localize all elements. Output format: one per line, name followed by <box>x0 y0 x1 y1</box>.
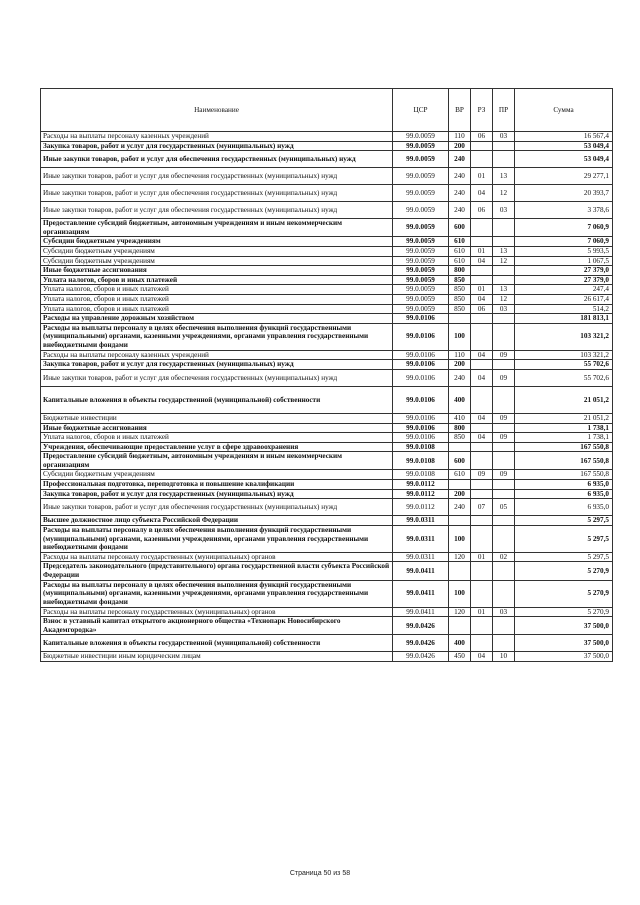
row-name: Субсидии бюджетным учреждениям <box>41 246 393 256</box>
row-vr: 240 <box>449 151 471 168</box>
row-sum: 55 702,6 <box>515 360 613 370</box>
row-sum: 1 067,5 <box>515 256 613 266</box>
row-csr: 99.0.0108 <box>393 470 449 480</box>
row-name: Иные бюджетные ассигнования <box>41 423 393 433</box>
table-row <box>41 607 613 617</box>
row-sum: 5 270,9 <box>515 562 613 580</box>
row-csr: 99.0.0106 <box>393 413 449 423</box>
row-csr: 99.0.0106 <box>393 433 449 443</box>
table-row <box>41 219 613 237</box>
row-pr: 03 <box>493 304 515 314</box>
row-rz: 04 <box>471 369 493 386</box>
row-pr: 09 <box>493 369 515 386</box>
row-rz <box>471 489 493 499</box>
row-sum: 37 500,0 <box>515 652 613 662</box>
row-rz: 04 <box>471 350 493 360</box>
header-rz: РЗ <box>471 89 493 132</box>
row-name: Субсидии бюджетным учреждениям <box>41 237 393 247</box>
row-vr: 850 <box>449 294 471 304</box>
table-row <box>41 423 613 433</box>
row-csr: 99.0.0106 <box>393 386 449 413</box>
row-vr: 240 <box>449 369 471 386</box>
row-pr <box>493 480 515 490</box>
row-vr <box>449 516 471 526</box>
row-pr <box>493 452 515 470</box>
header-name: Наименование <box>41 89 393 132</box>
row-csr: 99.0.0106 <box>393 369 449 386</box>
row-name: Иные закупки товаров, работ и услуг для обеспечения государственных (муниципальных) нужд <box>41 202 393 219</box>
row-csr: 99.0.0059 <box>393 246 449 256</box>
row-name: Расходы на выплаты персоналу государственных (муниципальных) органов <box>41 607 393 617</box>
row-sum: 7 060,9 <box>515 237 613 247</box>
row-rz <box>471 275 493 285</box>
row-csr: 99.0.0112 <box>393 480 449 490</box>
row-csr: 99.0.0059 <box>393 132 449 142</box>
row-vr: 110 <box>449 350 471 360</box>
row-pr <box>493 237 515 247</box>
row-pr <box>493 423 515 433</box>
row-name: Иные закупки товаров, работ и услуг для обеспечения государственных (муниципальных) нужд <box>41 369 393 386</box>
row-name: Взнос в уставный капитал открытого акционерного общества «Технопарк Новосибирского Академгородка» <box>41 617 393 635</box>
row-name: Профессиональная подготовка, переподготовка и повышение квалификации <box>41 480 393 490</box>
table-row <box>41 256 613 266</box>
row-csr: 99.0.0059 <box>393 185 449 202</box>
row-rz <box>471 151 493 168</box>
row-sum: 1 738,1 <box>515 423 613 433</box>
row-pr: 03 <box>493 132 515 142</box>
row-sum: 6 935,0 <box>515 480 613 490</box>
row-name: Иные закупки товаров, работ и услуг для обеспечения государственных (муниципальных) нужд <box>41 185 393 202</box>
row-sum: 1 738,1 <box>515 433 613 443</box>
row-pr <box>493 219 515 237</box>
row-csr: 99.0.0411 <box>393 607 449 617</box>
table-row <box>41 168 613 185</box>
row-vr <box>449 480 471 490</box>
row-csr: 99.0.0426 <box>393 617 449 635</box>
row-rz: 04 <box>471 185 493 202</box>
table-body <box>41 132 613 662</box>
row-vr: 610 <box>449 237 471 247</box>
row-name: Уплата налогов, сборов и иных платежей <box>41 304 393 314</box>
table-row <box>41 202 613 219</box>
row-vr: 800 <box>449 266 471 276</box>
table-header <box>41 89 613 132</box>
row-sum: 167 550,8 <box>515 442 613 452</box>
row-pr: 12 <box>493 294 515 304</box>
row-pr: 03 <box>493 202 515 219</box>
row-sum: 5 270,9 <box>515 607 613 617</box>
row-sum: 3 378,6 <box>515 202 613 219</box>
row-name: Уплата налогов, сборов и иных платежей <box>41 433 393 443</box>
row-rz: 04 <box>471 256 493 266</box>
row-name: Расходы на выплаты персоналу государственных (муниципальных) органов <box>41 552 393 562</box>
row-pr: 12 <box>493 185 515 202</box>
row-pr <box>493 386 515 413</box>
row-csr: 99.0.0426 <box>393 652 449 662</box>
row-vr: 100 <box>449 323 471 350</box>
table-row <box>41 151 613 168</box>
table-row <box>41 562 613 580</box>
table-row <box>41 237 613 247</box>
row-name: Иные бюджетные ассигнования <box>41 266 393 276</box>
row-vr: 100 <box>449 580 471 607</box>
row-rz <box>471 580 493 607</box>
header-sum: Сумма <box>515 89 613 132</box>
row-vr: 120 <box>449 607 471 617</box>
row-sum: 21 051,2 <box>515 413 613 423</box>
row-csr: 99.0.0059 <box>393 256 449 266</box>
row-name: Бюджетные инвестиции <box>41 413 393 423</box>
table-row <box>41 314 613 324</box>
row-rz: 04 <box>471 652 493 662</box>
row-csr: 99.0.0311 <box>393 552 449 562</box>
row-csr: 99.0.0311 <box>393 525 449 552</box>
row-sum: 16 567,4 <box>515 132 613 142</box>
row-name: Капитальные вложения в объекты государственной (муниципальной) собственности <box>41 635 393 652</box>
row-sum: 167 550,8 <box>515 470 613 480</box>
row-name: Высшее должностное лицо субъекта Российской Федерации <box>41 516 393 526</box>
row-vr: 200 <box>449 489 471 499</box>
row-vr <box>449 617 471 635</box>
row-vr: 200 <box>449 141 471 151</box>
row-rz: 04 <box>471 294 493 304</box>
table-row <box>41 132 613 142</box>
row-name: Расходы на выплаты персоналу в целях обеспечения выполнения функций государственными (муниципальными) органами, казенными учреждениями, органами управления государственными внебюджетными фондами <box>41 323 393 350</box>
row-name: Расходы на выплаты персоналу казенных учреждений <box>41 350 393 360</box>
row-sum: 5 297,5 <box>515 552 613 562</box>
row-name: Закупка товаров, работ и услуг для государственных (муниципальных) нужд <box>41 489 393 499</box>
row-rz: 04 <box>471 433 493 443</box>
row-sum: 27 379,0 <box>515 275 613 285</box>
row-rz <box>471 452 493 470</box>
table-row <box>41 525 613 552</box>
row-sum: 37 500,0 <box>515 617 613 635</box>
row-vr: 240 <box>449 168 471 185</box>
row-sum: 103 321,2 <box>515 323 613 350</box>
table-row <box>41 442 613 452</box>
row-sum: 247,4 <box>515 285 613 295</box>
row-csr: 99.0.0106 <box>393 423 449 433</box>
row-pr: 05 <box>493 499 515 516</box>
row-csr: 99.0.0106 <box>393 350 449 360</box>
row-pr <box>493 489 515 499</box>
row-pr: 03 <box>493 607 515 617</box>
row-sum: 167 550,8 <box>515 452 613 470</box>
row-vr: 610 <box>449 470 471 480</box>
table-row <box>41 635 613 652</box>
row-name: Субсидии бюджетным учреждениям <box>41 470 393 480</box>
row-csr: 99.0.0059 <box>393 219 449 237</box>
row-rz <box>471 323 493 350</box>
table-row <box>41 323 613 350</box>
row-csr: 99.0.0059 <box>393 202 449 219</box>
row-pr <box>493 516 515 526</box>
table-row <box>41 141 613 151</box>
row-rz: 06 <box>471 132 493 142</box>
row-name: Уплата налогов, сборов и иных платежей <box>41 294 393 304</box>
row-csr: 99.0.0059 <box>393 275 449 285</box>
table-row <box>41 470 613 480</box>
row-csr: 99.0.0112 <box>393 499 449 516</box>
row-sum: 55 702,6 <box>515 369 613 386</box>
row-vr: 850 <box>449 275 471 285</box>
row-vr: 400 <box>449 635 471 652</box>
table-row <box>41 489 613 499</box>
row-rz <box>471 423 493 433</box>
row-name: Иные закупки товаров, работ и услуг для обеспечения государственных (муниципальных) нужд <box>41 168 393 185</box>
row-sum: 26 617,4 <box>515 294 613 304</box>
row-csr: 99.0.0106 <box>393 314 449 324</box>
row-rz: 01 <box>471 552 493 562</box>
row-csr: 99.0.0059 <box>393 168 449 185</box>
row-name: Бюджетные инвестиции иным юридическим лицам <box>41 652 393 662</box>
row-name: Расходы на выплаты персоналу в целях обеспечения выполнения функций государственными (муниципальными) органами, казенными учреждениями, органами управления государственными внебюджетными фондами <box>41 525 393 552</box>
table-row <box>41 413 613 423</box>
row-pr: 13 <box>493 285 515 295</box>
table-row <box>41 369 613 386</box>
table-row <box>41 294 613 304</box>
row-sum: 103 321,2 <box>515 350 613 360</box>
row-rz: 01 <box>471 285 493 295</box>
row-rz <box>471 617 493 635</box>
row-csr: 99.0.0106 <box>393 323 449 350</box>
row-sum: 7 060,9 <box>515 219 613 237</box>
row-rz <box>471 480 493 490</box>
table-row <box>41 580 613 607</box>
row-name: Расходы на выплаты персоналу в целях обеспечения выполнения функций государственными (муниципальными) органами, казенными учреждениями, органами управления государственными внебюджетными фондами <box>41 580 393 607</box>
row-pr: 12 <box>493 256 515 266</box>
row-vr: 600 <box>449 452 471 470</box>
row-vr <box>449 314 471 324</box>
row-csr: 99.0.0059 <box>393 294 449 304</box>
row-vr: 240 <box>449 185 471 202</box>
row-pr: 09 <box>493 413 515 423</box>
row-csr: 99.0.0411 <box>393 562 449 580</box>
row-csr: 99.0.0108 <box>393 452 449 470</box>
row-sum: 27 379,0 <box>515 266 613 276</box>
header-vr: ВР <box>449 89 471 132</box>
row-pr <box>493 562 515 580</box>
row-sum: 5 297,5 <box>515 525 613 552</box>
row-sum: 37 500,0 <box>515 635 613 652</box>
row-vr: 410 <box>449 413 471 423</box>
row-sum: 21 051,2 <box>515 386 613 413</box>
row-vr: 100 <box>449 525 471 552</box>
table-row <box>41 516 613 526</box>
row-rz <box>471 635 493 652</box>
row-pr <box>493 525 515 552</box>
row-csr: 99.0.0059 <box>393 266 449 276</box>
table-row <box>41 452 613 470</box>
row-rz: 01 <box>471 607 493 617</box>
row-vr: 610 <box>449 256 471 266</box>
table-row <box>41 360 613 370</box>
table-row <box>41 275 613 285</box>
row-rz: 01 <box>471 246 493 256</box>
row-rz <box>471 386 493 413</box>
row-rz <box>471 237 493 247</box>
row-name: Учреждения, обеспечивающие предоставление услуг в сфере здравоохранения <box>41 442 393 452</box>
row-csr: 99.0.0112 <box>393 489 449 499</box>
row-sum: 6 935,0 <box>515 499 613 516</box>
table-row <box>41 480 613 490</box>
row-vr: 610 <box>449 246 471 256</box>
row-rz: 09 <box>471 470 493 480</box>
row-vr: 200 <box>449 360 471 370</box>
row-vr: 240 <box>449 202 471 219</box>
row-csr: 99.0.0108 <box>393 442 449 452</box>
row-pr <box>493 151 515 168</box>
row-rz: 04 <box>471 413 493 423</box>
table-row <box>41 285 613 295</box>
row-rz <box>471 314 493 324</box>
row-name: Капитальные вложения в объекты государственной (муниципальной) собственности <box>41 386 393 413</box>
table-row <box>41 652 613 662</box>
row-sum: 514,2 <box>515 304 613 314</box>
row-pr <box>493 323 515 350</box>
row-pr <box>493 360 515 370</box>
row-csr: 99.0.0059 <box>393 237 449 247</box>
row-csr: 99.0.0426 <box>393 635 449 652</box>
row-vr: 400 <box>449 386 471 413</box>
row-sum: 53 049,4 <box>515 141 613 151</box>
row-vr: 600 <box>449 219 471 237</box>
row-rz: 07 <box>471 499 493 516</box>
row-vr <box>449 442 471 452</box>
row-sum: 5 993,5 <box>515 246 613 256</box>
row-name: Закупка товаров, работ и услуг для государственных (муниципальных) нужд <box>41 141 393 151</box>
row-name: Уплата налогов, сборов и иных платежей <box>41 285 393 295</box>
row-vr: 800 <box>449 423 471 433</box>
row-pr: 09 <box>493 350 515 360</box>
row-csr: 99.0.0059 <box>393 141 449 151</box>
row-sum: 6 935,0 <box>515 489 613 499</box>
table-row <box>41 185 613 202</box>
header-csr: ЦСР <box>393 89 449 132</box>
row-pr: 10 <box>493 652 515 662</box>
row-name: Субсидии бюджетным учреждениям <box>41 256 393 266</box>
row-csr: 99.0.0059 <box>393 285 449 295</box>
table-row <box>41 617 613 635</box>
row-csr: 99.0.0311 <box>393 516 449 526</box>
row-vr: 850 <box>449 285 471 295</box>
row-rz <box>471 525 493 552</box>
table-row <box>41 499 613 516</box>
row-pr: 09 <box>493 433 515 443</box>
row-sum: 5 297,5 <box>515 516 613 526</box>
row-pr: 09 <box>493 470 515 480</box>
table-row <box>41 266 613 276</box>
row-rz <box>471 360 493 370</box>
row-pr <box>493 442 515 452</box>
row-csr: 99.0.0059 <box>393 151 449 168</box>
row-sum: 20 393,7 <box>515 185 613 202</box>
row-pr <box>493 141 515 151</box>
row-name: Предоставление субсидий бюджетным, автономным учреждениям и иным некоммерческим организациям <box>41 219 393 237</box>
row-name: Иные закупки товаров, работ и услуг для обеспечения государственных (муниципальных) нужд <box>41 499 393 516</box>
row-pr <box>493 275 515 285</box>
row-vr: 120 <box>449 552 471 562</box>
row-sum: 53 049,4 <box>515 151 613 168</box>
row-pr: 13 <box>493 246 515 256</box>
row-vr <box>449 562 471 580</box>
table-row <box>41 246 613 256</box>
budget-table <box>40 88 613 662</box>
row-rz: 01 <box>471 168 493 185</box>
row-vr: 110 <box>449 132 471 142</box>
row-vr: 850 <box>449 304 471 314</box>
row-pr <box>493 617 515 635</box>
table-row <box>41 386 613 413</box>
row-name: Иные закупки товаров, работ и услуг для обеспечения государственных (муниципальных) нужд <box>41 151 393 168</box>
row-rz <box>471 219 493 237</box>
row-csr: 99.0.0059 <box>393 304 449 314</box>
row-pr <box>493 314 515 324</box>
row-name: Председатель законодательного (представительного) органа государственной власти субъекта Российской Федерации <box>41 562 393 580</box>
row-pr <box>493 266 515 276</box>
row-vr: 240 <box>449 499 471 516</box>
row-pr <box>493 635 515 652</box>
row-name: Расходы на управление дорожным хозяйством <box>41 314 393 324</box>
row-csr: 99.0.0411 <box>393 580 449 607</box>
table-row <box>41 552 613 562</box>
row-rz: 06 <box>471 304 493 314</box>
table-row <box>41 350 613 360</box>
row-vr: 450 <box>449 652 471 662</box>
row-pr: 02 <box>493 552 515 562</box>
table-row <box>41 304 613 314</box>
row-vr: 850 <box>449 433 471 443</box>
row-rz <box>471 266 493 276</box>
row-name: Закупка товаров, работ и услуг для государственных (муниципальных) нужд <box>41 360 393 370</box>
row-rz <box>471 516 493 526</box>
row-sum: 5 270,9 <box>515 580 613 607</box>
row-rz <box>471 442 493 452</box>
row-sum: 29 277,1 <box>515 168 613 185</box>
row-csr: 99.0.0106 <box>393 360 449 370</box>
row-pr: 13 <box>493 168 515 185</box>
page-number: Страница 50 из 58 <box>289 870 351 877</box>
row-pr <box>493 580 515 607</box>
row-rz <box>471 562 493 580</box>
row-name: Уплата налогов, сборов и иных платежей <box>41 275 393 285</box>
row-rz: 06 <box>471 202 493 219</box>
row-name: Предоставление субсидий бюджетным, автономным учреждениям и иным некоммерческим организациям <box>41 452 393 470</box>
table-row <box>41 433 613 443</box>
row-sum: 181 813,1 <box>515 314 613 324</box>
row-rz <box>471 141 493 151</box>
header-pr: ПР <box>493 89 515 132</box>
row-name: Расходы на выплаты персоналу казенных учреждений <box>41 132 393 142</box>
